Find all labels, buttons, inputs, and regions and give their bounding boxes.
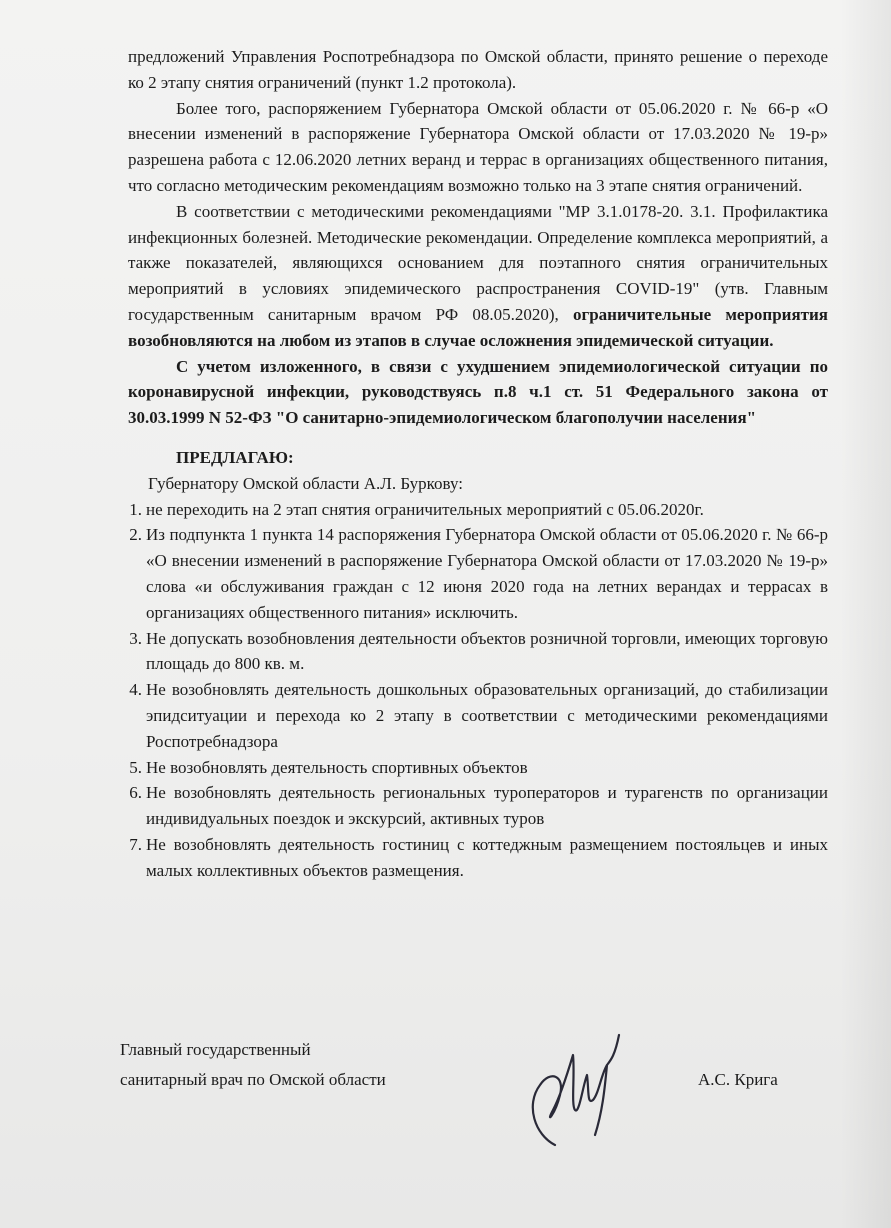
paragraph-governor-order: Более того, распоряжением Губернатора Омской области от 05.06.2020 г. № 66-р «О внесении изменений в распоряжение Губернатора Омской области от 17.03.2020 № 19-р» разрешена работа с 12.06.2020 летних веранд и террас в организациях общественного питания, что согласно методическим рекомендациям возможно только на 3 этапе снятия ограничений.: [128, 98, 828, 195]
addressee: Губернатору Омской области А.Л. Буркову:: [148, 473, 463, 493]
list-item: [128, 677, 828, 754]
list-item-text: Не возобновлять деятельность дошкольных образовательных организаций, до стабилизации эпидситуации и перехода ко 2 этапу в соответствии с методическими рекомендациями Роспотребнадзора: [146, 680, 828, 751]
signatory-name: А.С. Крига: [698, 1070, 778, 1089]
list-item: [128, 497, 828, 523]
list-item: [128, 626, 828, 678]
signatory-title-line1: Главный государственный: [120, 1040, 311, 1059]
list-item-number: 6.: [129, 783, 142, 803]
list-item-number: 7.: [129, 834, 142, 854]
paragraph-recommendations-text: В соответствии с методическими рекомендациями "МР 3.1.0178-20. 3.1. Профилактика инфекционных болезней. Методические рекомендации. Определение комплекса мероприятий, а также показателей, являющихся основанием для поэтапного снятия ограничительных мероприятий в условиях эпидемического распространения COVID-19" (утв. Главным государственным санитарным врачом РФ 08.05.2020),: [128, 201, 828, 324]
list-item: [128, 780, 828, 832]
list-item-text: Не допускать возобновления деятельности объектов розничной торговли, имеющих торговую площадь до 800 кв. м.: [146, 628, 828, 674]
list-item-text: Не возобновлять деятельность региональных туроператоров и турагенств по организации индивидуальных поездок и экскурсий, активных туров: [146, 783, 828, 829]
list-item-number: 2.: [129, 525, 142, 545]
list-item: [128, 832, 828, 884]
signatory-title-line2: санитарный врач по Омской области: [120, 1070, 386, 1089]
list-item-number: 4.: [129, 680, 142, 700]
list-item-number: 3.: [129, 628, 142, 648]
list-item: [128, 755, 828, 781]
propose-heading: ПРЕДЛАГАЮ:: [176, 447, 294, 467]
list-item: [128, 522, 828, 625]
proposal-list: [128, 497, 828, 884]
handwritten-signature-icon: [515, 1015, 635, 1155]
list-item-text: Из подпункта 1 пункта 14 распоряжения Губернатора Омской области от 05.06.2020 г. № 66-р «О внесении изменений в распоряжение Губернатора Омской области от 17.03.2020 № 19-р» слова «и обслуживания граждан с 12 июня 2020 года на летних верандах и террасах в организациях общественного питания» исключить.: [146, 525, 828, 622]
page-edge-shadow: [840, 0, 891, 1228]
list-item-number: 5.: [129, 757, 142, 777]
paragraph-methodical-recommendations: [128, 199, 828, 354]
paragraph-continuation: предложений Управления Роспотребнадзора по Омской области, принято решение о переходе ко 2 этапу снятия ограничений (пункт 1.2 протокола).: [128, 47, 828, 92]
list-item-text: не переходить на 2 этап снятия ограничительных мероприятий с 05.06.2020г.: [146, 499, 704, 519]
list-item-number: 1.: [129, 499, 142, 519]
signature-block: [120, 1035, 800, 1095]
list-item-text: Не возобновлять деятельность спортивных объектов: [146, 757, 528, 777]
paragraph-recommendations-bold: ограничительные мероприятия возобновляются на любом из этапов в случае осложнения эпидемической ситуации.: [128, 304, 829, 350]
document-body: [128, 44, 828, 884]
list-item-text: Не возобновлять деятельность гостиниц с коттеджным размещением постояльцев и иных малых коллективных объектов размещения.: [146, 834, 828, 880]
paragraph-considering: С учетом изложенного, в связи с ухудшением эпидемиологической ситуации по коронавирусной инфекции, руководствуясь п.8 ч.1 ст. 51 Федерального закона от 30.03.1999 N 52-ФЗ "О санитарно-эпидемиологическом благополучии населения": [128, 356, 828, 428]
